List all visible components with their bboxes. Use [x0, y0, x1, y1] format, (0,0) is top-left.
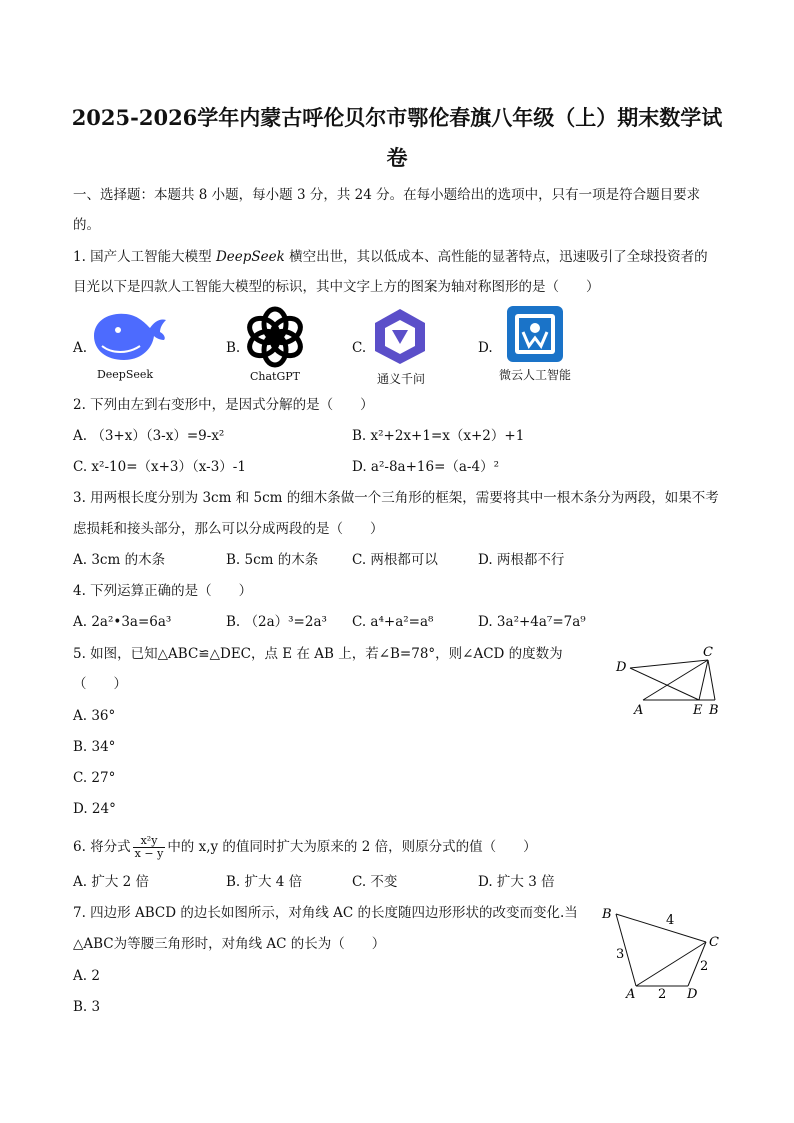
- q5-option-c: C. 27°: [73, 770, 116, 786]
- q4-stem: 4. 下列运算正确的是（ ）: [73, 583, 253, 599]
- q7-label-a: A: [626, 987, 636, 1002]
- q7-length-ab: 3: [616, 947, 625, 962]
- exam-title-line2: 卷: [386, 145, 408, 170]
- q5-segment-ec: [699, 660, 708, 700]
- q1-option-c-label: C.: [352, 340, 367, 356]
- q3-option-a: A. 3cm 的木条: [73, 552, 166, 568]
- q5-label-d: D: [616, 660, 627, 675]
- q7-option-b: B. 3: [73, 999, 101, 1015]
- q5-label-a: A: [634, 703, 644, 718]
- q1-option-b-caption: ChatGPT: [249, 370, 300, 383]
- q3-stem-line2: 虑损耗和接头部分，那么可以分成两段的是（ ）: [73, 521, 384, 537]
- q5-label-b: B: [709, 703, 719, 718]
- q4-option-b: B. （2a）³=2a³: [226, 614, 327, 630]
- q7-length-cd: 2: [700, 959, 709, 974]
- q3-option-b: B. 5cm 的木条: [226, 552, 319, 568]
- q5-label-e: E: [693, 703, 703, 718]
- q7-length-bc: 4: [666, 913, 675, 928]
- q1-text-post: 横空出世，其以低成本、高性能的显著特点，迅速吸引了全球投资者的: [284, 249, 708, 265]
- q5-segment-de: [630, 668, 699, 700]
- q5-option-d: D. 24°: [73, 801, 116, 817]
- q5-label-c: C: [703, 645, 713, 660]
- chatgpt-knot-logo-icon: [244, 306, 306, 368]
- section1-heading: 一、选择题：本题共 8 小题，每小题 3 分，共 24 分。在每小题给出的选项中，只有一项是符合题目要求: [73, 187, 701, 203]
- q6-fraction-denominator: x − y: [134, 847, 164, 860]
- q6-option-b: B. 扩大 4 倍: [226, 874, 303, 890]
- q2-option-d: D. a²-8a+16=（a-4）²: [352, 459, 499, 475]
- q2-stem: 2. 下列由左到右变形中，是因式分解的是（ ）: [73, 397, 374, 413]
- whale-logo-icon: [88, 306, 170, 366]
- q1-option-b-label: B.: [226, 340, 241, 356]
- q6-fraction: [133, 835, 166, 860]
- weiyun-logo-icon: [507, 306, 563, 362]
- q1-option-a-label: A.: [73, 340, 88, 356]
- q1-text-em: DeepSeek: [215, 249, 285, 265]
- section1-heading-cont: 的。: [73, 217, 100, 233]
- q6-option-d: D. 扩大 3 倍: [478, 874, 555, 890]
- q7-stem-line2: △ABC为等腰三角形时，对角线 AC 的长为（ ）: [73, 936, 386, 952]
- q5-option-a: A. 36°: [73, 708, 116, 724]
- q5-segment-bc: [708, 660, 715, 700]
- q1-option-a-caption: DeepSeek: [96, 368, 154, 381]
- exam-title-line1: 2025-2026学年内蒙古呼伦贝尔市鄂伦春旗八年级（上）期末数学试: [71, 105, 723, 130]
- q7-label-d: D: [687, 987, 698, 1002]
- q1-stem-line1: [73, 247, 708, 267]
- q7-quadrilateral-figure: [596, 902, 726, 1002]
- q6-stem: [73, 835, 537, 860]
- q1-stem-line2: 目光以下是四款人工智能大模型的标识，其中文字上方的图案为轴对称图形的是（ ）: [73, 279, 600, 295]
- q1-option-c-caption: 通义千问: [376, 372, 425, 386]
- q5-stem-line1: 5. 如图，已知△ABC≌△DEC，点 E 在 AB 上，若∠B=78°，则∠ACD 的度数为: [73, 646, 563, 662]
- q1-option-d-caption: 微云人工智能: [498, 368, 571, 382]
- q6-text-post: 中的 x,y 的值同时扩大为原来的 2 倍，则原分式的值（ ）: [167, 839, 537, 855]
- q6-text-pre: 6. 将分式: [73, 839, 131, 855]
- q4-option-a: A. 2a²•3a=6a³: [73, 614, 172, 630]
- q7-label-c: C: [709, 935, 719, 950]
- q3-option-c: C. 两根都可以: [352, 552, 438, 568]
- q3-stem-line1: 3. 用两根长度分别为 3cm 和 5cm 的细木条做一个三角形的框架，需要将其中一根木条分为两段，如果不考: [73, 490, 719, 506]
- q6-option-c: C. 不变: [352, 874, 398, 890]
- q1-option-d-label: D.: [478, 340, 493, 356]
- q2-option-c: C. x²-10=（x+3）（x-3）-1: [73, 459, 246, 475]
- q3-option-d: D. 两根都不行: [478, 552, 565, 568]
- q6-fraction-numerator: x²y: [133, 835, 166, 848]
- tongyi-logo-icon: [370, 306, 430, 366]
- q5-option-b: B. 34°: [73, 739, 116, 755]
- q2-option-a: A. （3+x）（3-x）=9-x²: [73, 428, 225, 444]
- q4-option-c: C. a⁴+a²=a⁸: [352, 614, 434, 630]
- q7-segment-ac: [636, 942, 709, 986]
- q7-segment-bc: [616, 914, 706, 942]
- q7-length-ad: 2: [658, 987, 667, 1002]
- q5-triangle-figure: [608, 642, 728, 722]
- q4-option-d: D. 3a²+4a⁷=7a⁹: [478, 614, 586, 630]
- q7-label-b: B: [602, 907, 612, 922]
- q2-option-b: B. x²+2x+1=x（x+2）+1: [352, 428, 525, 444]
- q6-option-a: A. 扩大 2 倍: [73, 874, 150, 890]
- q5-stem-line2: （ ）: [73, 676, 127, 692]
- q7-stem-line1: 7. 四边形 ABCD 的边长如图所示，对角线 AC 的长度随四边形形状的改变而变化.当: [73, 905, 578, 921]
- q7-option-a: A. 2: [73, 968, 100, 984]
- q1-text-pre: 1. 国产人工智能大模型: [73, 249, 216, 265]
